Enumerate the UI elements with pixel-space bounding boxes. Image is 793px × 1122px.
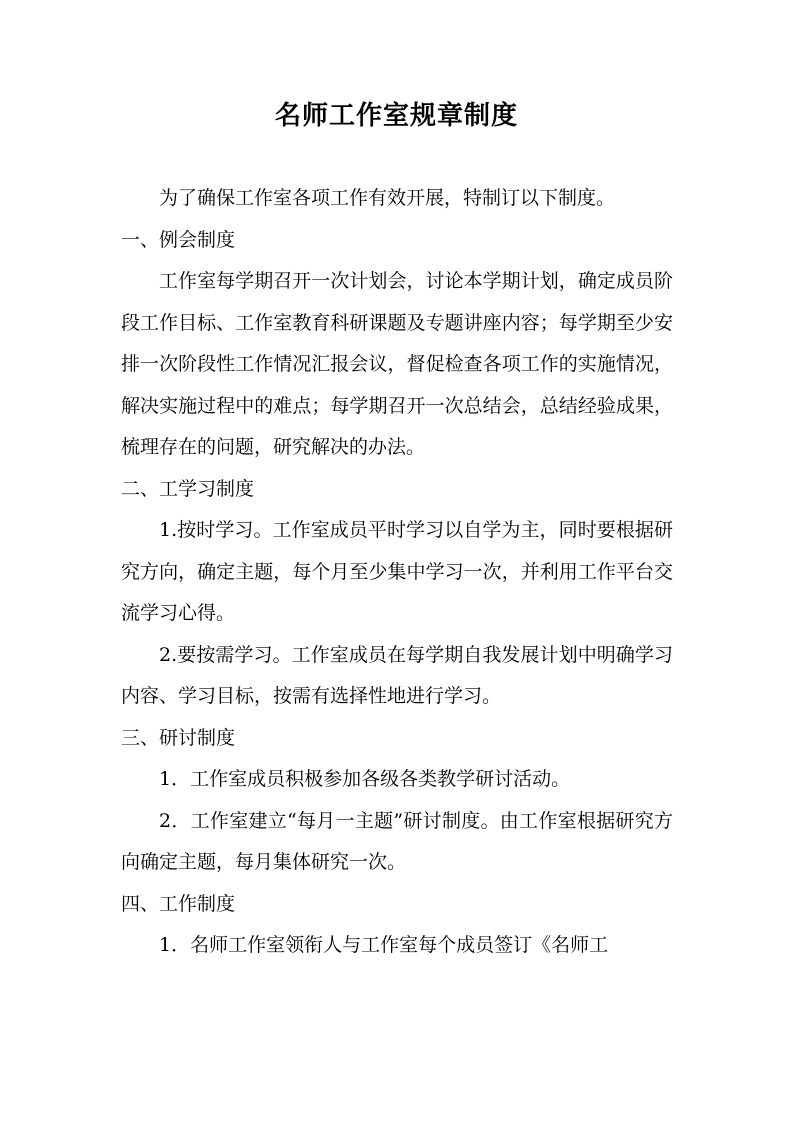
section-study-paragraph-2: 2.要按需学习。工作室成员在每学期自我发展计划中明确学习内容、学习目标，按需有选择性地进行学习。 (121, 643, 673, 707)
intro-paragraph: 为了确保工作室各项工作有效开展，特制订以下制度。 (159, 187, 616, 209)
section-seminar-paragraph-1: 1．工作室成员积极参加各级各类教学研讨活动。 (159, 768, 571, 790)
section-study-paragraph-1: 1.按时学习。工作室成员平时学习以自学为主，同时要根据研究方向，确定主题，每个月至少集中学习一次，并利用工作平台交流学习心得。 (121, 519, 673, 624)
section-heading-study: 二、工学习制度 (121, 477, 255, 500)
section-heading-work: 四、工作制度 (121, 892, 236, 915)
section-heading-seminar: 三、研讨制度 (121, 726, 236, 749)
section-meetings-paragraph: 工作室每学期召开一次计划会，讨论本学期计划，确定成员阶段工作目标、工作室教育科研课题及专题讲座内容；每学期至少安排一次阶段性工作情况汇报会议，督促检查各项工作的实施情况，解决实施过程中的难点；每学期召开一次总结会，总结经验成果，梳理存在的问题，研究解决的办法。 (121, 270, 673, 458)
document-title: 名师工作室规章制度 (274, 101, 518, 131)
document-body (121, 178, 673, 967)
section-seminar-paragraph-2: 2．工作室建立“每月一主题”研讨制度。由工作室根据研究方向确定主题，每月集体研究一次。 (121, 809, 673, 873)
section-heading-meetings: 一、例会制度 (121, 228, 236, 251)
section-work-paragraph-1: 1．名师工作室领衔人与工作室每个成员签订《名师工 (159, 934, 609, 956)
